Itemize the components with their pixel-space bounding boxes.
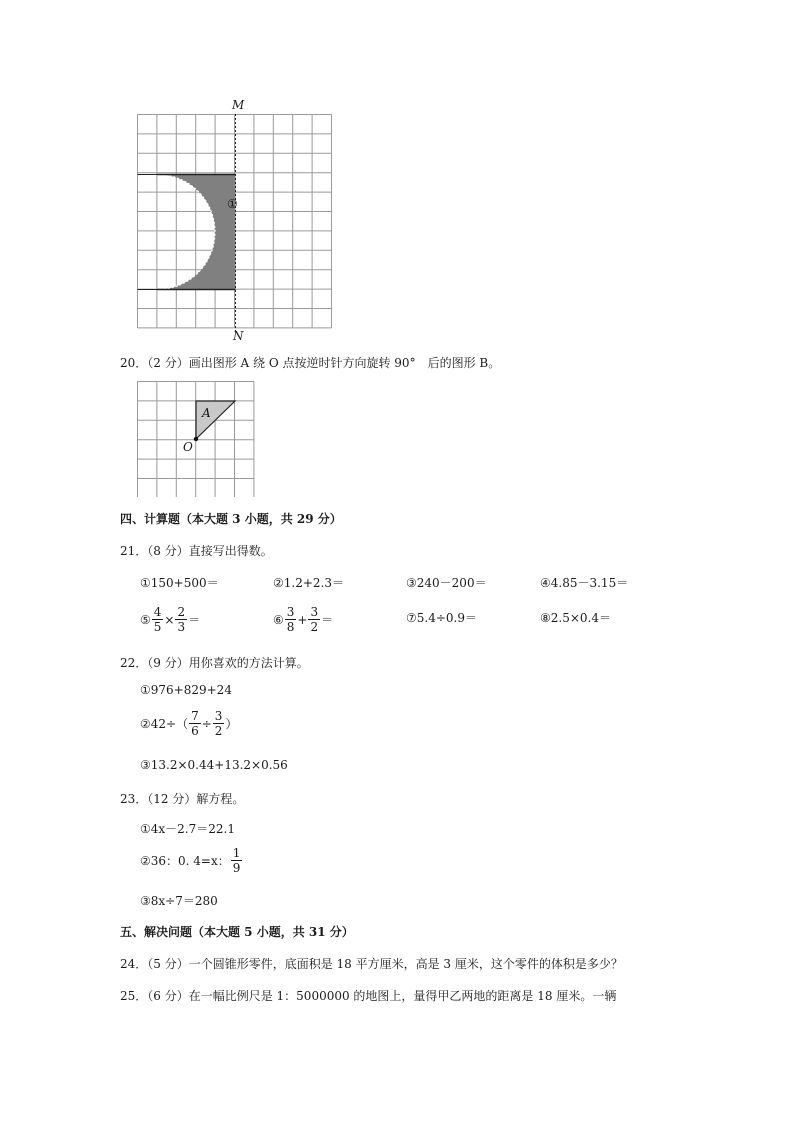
question-22: 22．（9 分）用你喜欢的方法计算。 [120,656,309,670]
q22-item-1: ①976+829+24 [140,683,232,697]
question-23: 23．（12 分）解方程。 [120,792,245,806]
axis-label-m: M [232,98,245,112]
symmetry-grid-figure [137,114,333,332]
section-4-heading: 四、计算题（本大题 3 小题，共 29 分） [120,512,342,526]
question-24: 24．（5 分）一个圆锥形零件，底面积是 18 平方厘米，高是 3 厘米，这个零件的体积是多少？ [120,957,623,971]
q21-item-8: ⑧2.5×0.4＝ [540,611,611,625]
section-5-heading: 五、解决问题（本大题 5 小题，共 31 分） [120,925,354,939]
q21-item-7: ⑦5.4÷0.9＝ [406,611,477,625]
q21-item-4: ④4.85－3.15＝ [540,576,629,590]
q23-item-1: ①4x－2.7＝22.1 [140,822,235,836]
q23-item-2: ② 36：0. 4=x： $\frac{1}{9}$ [140,846,241,875]
q23-item-3: ③8x÷7＝280 [140,894,218,908]
q22-item-3: ③13.2×0.44+13.2×0.56 [140,758,288,772]
axis-label-n: N [233,329,244,343]
question-20: 20．（2 分）画出图形 A 绕 O 点按逆时针方向旋转 90° 后的图形 B。 [120,356,501,370]
q21-item-1: ①150+500＝ [140,576,219,590]
question-21: 21．（8 分）直接写出得数。 [120,544,273,558]
q21-item-3: ③240－200＝ [406,576,487,590]
point-o-label: O [183,440,193,454]
q21-item-6: ⑥ $\frac{3}{8}$ + $\frac{3}{2}$ ＝ [273,605,334,634]
point-o [194,437,198,441]
question-25: 25．（6 分）在一幅比例尺是 1：5000000 的地图上，量得甲乙两地的距离是 18 厘米。一辆 [120,989,617,1003]
q21-item-5: ⑤ $\frac{4}{5}$ × $\frac{2}{3}$ ＝ [140,605,201,634]
shape-marker: ① [227,197,238,211]
triangle-a-label: A [202,406,211,420]
q21-item-2: ②1.2+2.3＝ [273,576,344,590]
rotation-grid-figure [137,381,255,497]
q22-item-2: ② 42÷（ $\frac{7}{6}$ ÷ $\frac{3}{2}$ ） [140,709,238,738]
